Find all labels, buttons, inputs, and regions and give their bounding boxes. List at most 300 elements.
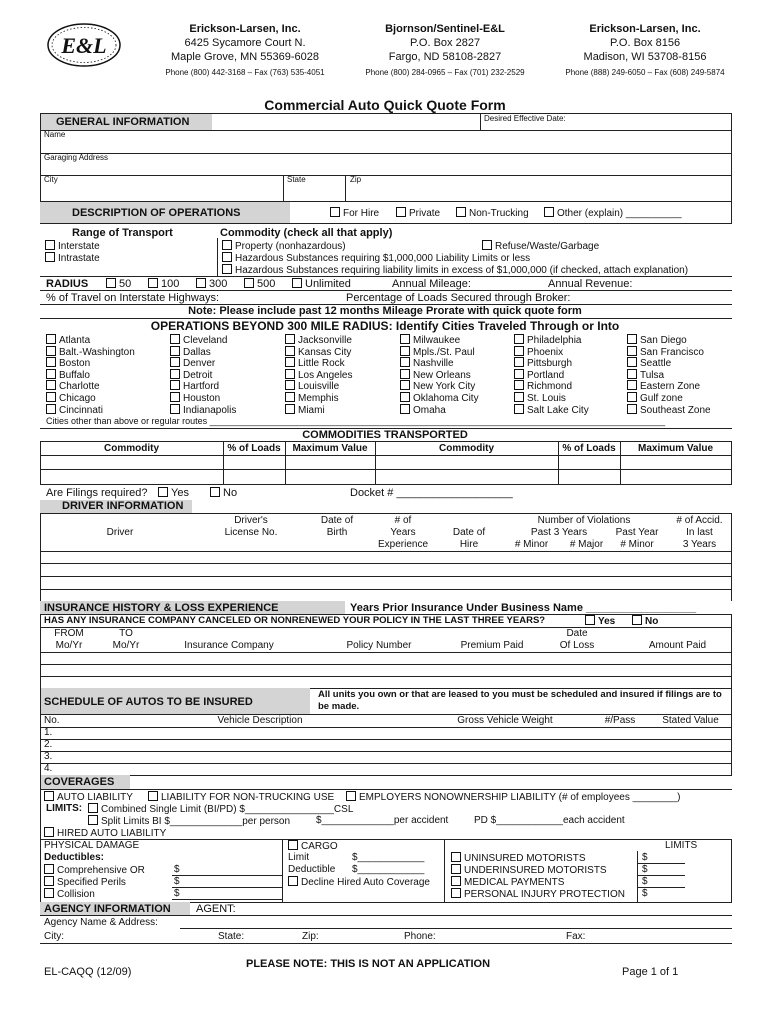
med-pay-label: MEDICAL PAYMENTS xyxy=(464,877,565,888)
for-hire-checkbox[interactable] xyxy=(330,207,379,220)
city-label: Eastern Zone xyxy=(640,381,701,393)
driver-heading: DRIVER INFORMATION xyxy=(62,500,184,512)
city-louisville[interactable] xyxy=(285,380,353,392)
checkbox-icon xyxy=(285,380,295,390)
agency-heading: AGENCY INFORMATION xyxy=(44,903,171,915)
med-pay-amount[interactable]: $ xyxy=(642,876,648,887)
checkbox-icon xyxy=(400,404,410,414)
violations-col: Number of Violations xyxy=(537,515,631,526)
checkbox-icon xyxy=(632,615,642,625)
collision-amount[interactable]: $ xyxy=(174,888,180,899)
city-salt-lake-city[interactable] xyxy=(514,404,589,416)
checkbox-icon xyxy=(627,404,637,414)
city-oklahoma-city[interactable] xyxy=(400,392,479,404)
from-col: FROM Mo/Yr xyxy=(54,628,84,651)
checkbox-icon xyxy=(514,404,524,414)
checkbox-icon xyxy=(514,380,524,390)
limits-label: LIMITS: xyxy=(46,803,83,814)
decline-hired-checkbox[interactable] xyxy=(288,876,430,889)
docket-field[interactable]: Docket # ___________________ xyxy=(350,487,513,499)
city-indianapolis[interactable] xyxy=(170,404,236,416)
city-label: New Orleans xyxy=(413,369,471,381)
checkbox-icon xyxy=(451,852,461,862)
city-tulsa[interactable] xyxy=(627,369,711,381)
checkbox-icon xyxy=(170,334,180,344)
commodity-col: Commodity xyxy=(104,443,159,454)
checkbox-icon xyxy=(288,876,298,886)
office-name: Bjornson/Sentinel-E&L xyxy=(385,23,505,35)
city-label: Portland xyxy=(527,369,565,381)
driver-col: Driver xyxy=(106,527,134,538)
mileage-prorate-note: Note: Please include past 12 months Mileage Prorate with quick quote form xyxy=(188,305,582,317)
checkbox-icon xyxy=(222,264,232,274)
checkbox-icon xyxy=(514,334,524,344)
city-los-angeles[interactable] xyxy=(285,369,353,381)
um-label: UNINSURED MOTORISTS xyxy=(464,853,586,864)
city-label: Pittsburgh xyxy=(527,358,573,370)
cargo-label: CARGO xyxy=(301,841,338,852)
gvw-col: Gross Vehicle Weight xyxy=(457,715,553,726)
city-label: Miami xyxy=(298,404,325,416)
city-label: Cincinnati xyxy=(59,404,103,416)
city-label: Boston xyxy=(59,358,91,370)
radius-300-label: 300 xyxy=(209,278,228,290)
city-label: Seattle xyxy=(640,358,672,370)
city-buffalo[interactable] xyxy=(46,369,135,381)
city-label: Omaha xyxy=(413,404,446,416)
agency-zip-label: Zip: xyxy=(302,931,319,942)
checkbox-icon xyxy=(627,357,637,367)
city-eastern-zone[interactable] xyxy=(627,380,711,392)
checkbox-icon xyxy=(46,392,56,402)
years-exp-col: # of Years Experience xyxy=(377,515,429,550)
cargo-limit-field[interactable]: $____________ xyxy=(352,852,425,863)
checkbox-icon xyxy=(46,334,56,344)
other-label: Other (explain) __________ xyxy=(557,208,682,219)
cargo-deductible-field[interactable]: $____________ xyxy=(352,864,425,875)
past-year-col: Past Year xyxy=(615,527,659,538)
city-label: Cleveland xyxy=(183,335,228,346)
agency-city-label: City: xyxy=(44,931,64,942)
other-checkbox[interactable] xyxy=(544,207,682,220)
city-boston[interactable] xyxy=(46,357,135,369)
zip-field[interactable] xyxy=(365,176,727,200)
to-col: TO Mo/Yr xyxy=(112,628,140,651)
agency-phone-label: Phone: xyxy=(404,931,436,942)
checkbox-icon xyxy=(482,240,492,250)
comprehensive-amount[interactable]: $ xyxy=(174,864,180,875)
city-label: Balt.-Washington xyxy=(59,346,135,358)
per-accident-field[interactable]: $_____________per accident xyxy=(316,815,449,826)
limits-header: LIMITS xyxy=(665,840,698,851)
checkbox-icon xyxy=(400,380,410,390)
city-charlotte[interactable] xyxy=(46,380,135,392)
split-limits-label: Split Limits BI $_____________per person xyxy=(101,816,291,827)
autos-note: All units you own or that are leased to you must be scheduled and insured if filings are to be made. xyxy=(318,689,722,712)
vehicle-description-col: Vehicle Description xyxy=(217,715,303,726)
range-heading: Range of Transport xyxy=(72,227,173,239)
office-1 xyxy=(150,22,340,78)
pip-checkbox[interactable] xyxy=(451,888,625,901)
company-logo xyxy=(46,22,122,68)
city-label: Kansas City xyxy=(298,346,352,358)
collision-label: Collision xyxy=(57,889,95,900)
city-label: Jacksonville xyxy=(298,335,352,346)
other-routes-field[interactable]: Cities other than above or regular routes ___________________________________________________________________________________________ xyxy=(46,416,666,426)
checkbox-icon xyxy=(514,346,524,356)
checkbox-icon xyxy=(46,346,56,356)
city-kansas-city[interactable] xyxy=(285,346,353,358)
checkbox-icon xyxy=(514,369,524,379)
annual-mileage-label: Annual Mileage: xyxy=(392,278,471,290)
max-value-col-2: Maximum Value xyxy=(637,443,714,454)
no-label: No xyxy=(223,487,238,499)
city-hartford[interactable] xyxy=(170,380,236,392)
checkbox-icon xyxy=(158,487,168,497)
dob-col: Date of Birth xyxy=(320,515,354,538)
city-cincinnati[interactable] xyxy=(46,404,135,416)
checkbox-icon xyxy=(170,392,180,402)
filings-label: Are Filings required? xyxy=(46,487,148,499)
city-portland[interactable] xyxy=(514,369,589,381)
checkbox-icon xyxy=(222,252,232,262)
city-omaha[interactable] xyxy=(400,404,479,416)
office-address: P.O. Box 8156 xyxy=(609,37,681,49)
office-name: Erickson-Larsen, Inc. xyxy=(189,23,301,35)
city-phoenix[interactable] xyxy=(514,346,589,358)
city-jacksonville[interactable] xyxy=(285,334,353,346)
checkbox-icon xyxy=(627,346,637,356)
logo-icon xyxy=(46,22,122,68)
auto-no-col: No. xyxy=(44,715,60,726)
city-label: Atlanta xyxy=(59,335,91,346)
radius-500[interactable] xyxy=(244,278,275,290)
past-3-years-col: Past 3 Years xyxy=(530,527,588,538)
svg-text:E&L: E&L xyxy=(61,33,107,58)
minor-col: # Minor xyxy=(514,539,549,550)
radius-label: RADIUS xyxy=(46,278,89,290)
city-richmond[interactable] xyxy=(514,380,589,392)
city-label: Buffalo xyxy=(59,369,90,381)
checkbox-icon xyxy=(170,346,180,356)
checkbox-icon xyxy=(514,392,524,402)
city-label: Philadelphia xyxy=(527,335,582,346)
auto-row-3[interactable]: 3. xyxy=(44,751,53,762)
city-field[interactable] xyxy=(70,176,280,200)
csl-label: Combined Single Limit (BI/PD) $________________CSL xyxy=(101,804,354,815)
checkbox-icon xyxy=(627,392,637,402)
agency-name-label: Agency Name & Address: xyxy=(44,917,158,928)
employers-nonownership-checkbox[interactable] xyxy=(346,791,680,804)
hired-auto-label: HIRED AUTO LIABILITY xyxy=(57,828,167,839)
hazardous-1m-label: Hazardous Substances requiring $1,000,000 Liability Limits or less xyxy=(235,253,531,264)
city-houston[interactable] xyxy=(170,392,236,404)
checkbox-icon xyxy=(44,876,54,886)
auto-liability-label: AUTO LIABILITY xyxy=(57,792,133,803)
pd-field[interactable]: PD $____________each accident xyxy=(474,815,625,826)
city-atlanta[interactable] xyxy=(46,334,135,346)
city-philadelphia[interactable] xyxy=(514,334,589,346)
city-seattle[interactable] xyxy=(627,357,711,369)
checkbox-icon xyxy=(285,392,295,402)
canceled-question: HAS ANY INSURANCE COMPANY CANCELED OR NONRENEWED YOUR POLICY IN THE LAST THREE YEARS? xyxy=(44,615,546,626)
city-label: San Francisco xyxy=(640,346,704,358)
city-label: Gulf zone xyxy=(640,392,683,404)
city-pittsburgh[interactable] xyxy=(514,357,589,369)
coverages-heading: COVERAGES xyxy=(44,776,115,788)
checkbox-icon xyxy=(451,876,461,886)
interstate-label: Interstate xyxy=(58,241,100,252)
checkbox-icon xyxy=(285,334,295,344)
filings-no-checkbox[interactable] xyxy=(210,487,237,499)
city-detroit[interactable] xyxy=(170,369,236,381)
checkbox-icon xyxy=(396,207,406,217)
checkbox-icon xyxy=(288,840,298,850)
city-nashville[interactable] xyxy=(400,357,479,369)
checkbox-icon xyxy=(46,369,56,379)
amount-paid-col: Amount Paid xyxy=(648,640,707,651)
office-city: Maple Grove, MN 55369-6028 xyxy=(171,51,319,63)
state-field[interactable] xyxy=(310,176,343,200)
garaging-field[interactable] xyxy=(120,154,727,175)
city-milwaukee[interactable] xyxy=(400,334,479,346)
effective-date-label: Desired Effective Date: xyxy=(484,114,566,123)
radius-500-label: 500 xyxy=(257,278,276,290)
checkbox-icon xyxy=(210,487,220,497)
broker-loads-label: Percentage of Loads Secured through Broker: xyxy=(346,292,571,304)
non-trucking-label: Non-Trucking xyxy=(469,208,529,219)
city-label: Oklahoma City xyxy=(413,392,479,404)
operations-heading: DESCRIPTION OF OPERATIONS xyxy=(72,207,241,219)
city-st-louis[interactable] xyxy=(514,392,589,404)
radius-unlimited-label: Unlimited xyxy=(305,278,351,290)
pip-amount[interactable]: $ xyxy=(642,888,648,899)
city-label: Southeast Zone xyxy=(640,404,711,416)
accidents-col: # of Accid. In last 3 Years xyxy=(676,515,723,550)
checkbox-icon xyxy=(400,334,410,344)
checkbox-icon xyxy=(170,357,180,367)
city-san-diego[interactable] xyxy=(627,334,711,346)
office-city: Fargo, ND 58108-2827 xyxy=(388,51,502,63)
employers-nonownership-label: EMPLOYERS NONOWNERSHIP LIABILITY (# of employees ________) xyxy=(359,792,681,803)
cities-column-2 xyxy=(170,334,236,415)
non-trucking-checkbox[interactable] xyxy=(456,207,529,220)
city-southeast-zone[interactable] xyxy=(627,404,711,416)
no-label: No xyxy=(645,616,659,627)
checkbox-icon xyxy=(106,278,116,288)
specified-perils-amount[interactable]: $ xyxy=(174,876,180,887)
office-phone: Phone (800) 442-3168 – Fax (763) 535-4051 xyxy=(165,68,325,77)
intrastate-checkbox[interactable] xyxy=(45,252,100,265)
cargo-limit-label: Limit xyxy=(288,852,310,863)
radius-100[interactable] xyxy=(148,278,179,290)
license-col: Driver's License No. xyxy=(224,515,278,538)
checkbox-icon xyxy=(292,278,302,288)
pct-loads-col: % of Loads xyxy=(227,443,281,454)
checkbox-icon xyxy=(44,864,54,874)
city-label: Chicago xyxy=(59,392,96,404)
office-phone: Phone (800) 284-0965 – Fax (701) 232-2529 xyxy=(365,68,525,77)
city-mpls-st-paul[interactable] xyxy=(400,346,479,358)
garaging-label: Garaging Address xyxy=(44,153,109,162)
city-label: New York City xyxy=(413,381,476,393)
property-label: Property (nonhazardous) xyxy=(235,241,346,252)
autos-heading: SCHEDULE OF AUTOS TO BE INSURED xyxy=(44,696,253,708)
office-2 xyxy=(350,22,540,78)
effective-date-field[interactable] xyxy=(560,114,728,128)
form-code: EL-CAQQ (12/09) xyxy=(44,966,132,978)
max-value-col: Maximum Value xyxy=(292,443,368,454)
name-field[interactable] xyxy=(72,131,727,153)
commodity-col-2: Commodity xyxy=(439,443,494,454)
radius-unlimited[interactable] xyxy=(292,278,351,290)
cargo-deductible-label: Deductible xyxy=(288,864,336,875)
agent-field[interactable] xyxy=(240,903,730,915)
cities-column-5 xyxy=(514,334,589,415)
city-label: Milwaukee xyxy=(413,335,461,346)
city-label: Louisville xyxy=(298,381,340,393)
office-name: Erickson-Larsen, Inc. xyxy=(589,23,701,35)
private-checkbox[interactable] xyxy=(396,207,440,220)
auto-row-4[interactable]: 4. xyxy=(44,763,53,774)
cities-column-1 xyxy=(46,334,135,415)
non-trucking-liability-label: LIABILITY FOR NON-TRUCKING USE xyxy=(161,792,335,803)
checkbox-icon xyxy=(45,240,55,250)
checkbox-icon xyxy=(170,380,180,390)
city-little-rock[interactable] xyxy=(285,357,353,369)
radius-50-label: 50 xyxy=(119,278,132,290)
city-label: Detroit xyxy=(183,369,213,381)
checkbox-icon xyxy=(148,791,158,801)
history-heading: INSURANCE HISTORY & LOSS EXPERIENCE xyxy=(44,602,279,614)
minor-past-year-col: # Minor xyxy=(620,539,654,550)
deductibles-label: Deductibles: xyxy=(44,852,105,863)
city-miami[interactable] xyxy=(285,404,353,416)
radius-50[interactable] xyxy=(106,278,131,290)
um-amount[interactable]: $ xyxy=(642,852,648,863)
uim-label: UNDERINSURED MOTORISTS xyxy=(464,865,607,876)
pct-loads-col-2: % of Loads xyxy=(562,443,616,454)
office-phone: Phone (888) 249-6050 – Fax (608) 249-5874 xyxy=(565,68,725,77)
physical-damage-label: PHYSICAL DAMAGE xyxy=(44,840,140,851)
city-balt-washington[interactable] xyxy=(46,346,135,358)
checkbox-icon xyxy=(170,404,180,414)
agent-label: AGENT: xyxy=(196,903,236,915)
yes-label: Yes xyxy=(598,616,616,627)
city-new-orleans[interactable] xyxy=(400,369,479,381)
checkbox-icon xyxy=(46,357,56,367)
collision-checkbox[interactable] xyxy=(44,888,95,901)
office-address: P.O. Box 2827 xyxy=(409,37,481,49)
checkbox-icon xyxy=(88,803,98,813)
intrastate-label: Intrastate xyxy=(58,253,100,264)
city-chicago[interactable] xyxy=(46,392,135,404)
auto-row-1[interactable]: 1. xyxy=(44,727,53,738)
insurance-company-col: Insurance Company xyxy=(184,640,274,651)
checkbox-icon xyxy=(285,357,295,367)
city-label: Little Rock xyxy=(298,358,345,370)
checkbox-icon xyxy=(451,888,461,898)
years-prior-field[interactable]: Years Prior Insurance Under Business Name __________________ xyxy=(350,602,697,614)
date-of-loss-col: Date Of Loss xyxy=(559,628,595,651)
checkbox-icon xyxy=(400,392,410,402)
city-label: San Diego xyxy=(640,335,687,346)
checkbox-icon xyxy=(44,888,54,898)
city-label: Denver xyxy=(183,358,216,370)
checkbox-icon xyxy=(544,207,554,217)
city-cleveland[interactable] xyxy=(170,334,236,346)
cities-column-4 xyxy=(400,334,479,415)
agency-state-label: State: xyxy=(218,931,245,942)
agency-name-field[interactable] xyxy=(180,916,730,928)
checkbox-icon xyxy=(46,404,56,414)
filings-yes-checkbox[interactable] xyxy=(158,487,189,499)
checkbox-icon xyxy=(196,278,206,288)
city-label: Charlotte xyxy=(59,381,100,393)
yes-label: Yes xyxy=(171,487,189,499)
city-label: Houston xyxy=(183,392,221,404)
specified-perils-label: Specified Perils xyxy=(57,877,126,888)
radius-100-label: 100 xyxy=(161,278,180,290)
premium-paid-col: Premium Paid xyxy=(460,640,524,651)
checkbox-icon xyxy=(627,369,637,379)
checkbox-icon xyxy=(285,404,295,414)
checkbox-icon xyxy=(88,815,98,825)
name-label: Name xyxy=(44,130,66,139)
decline-hired-label: Decline Hired Auto Coverage xyxy=(301,877,430,888)
not-an-application-note: PLEASE NOTE: THIS IS NOT AN APPLICATION xyxy=(246,958,491,970)
city-dallas[interactable] xyxy=(170,346,236,358)
commodities-heading: COMMODITIES TRANSPORTED xyxy=(302,429,468,441)
city-denver[interactable] xyxy=(170,357,236,369)
city-san-francisco[interactable] xyxy=(627,346,711,358)
city-label: Salt Lake City xyxy=(527,404,589,416)
checkbox-icon xyxy=(456,207,466,217)
checkbox-icon xyxy=(514,357,524,367)
pass-col: #/Pass xyxy=(604,715,636,726)
city-label: Dallas xyxy=(183,346,211,358)
checkbox-icon xyxy=(222,240,232,250)
major-col: # Major xyxy=(569,539,604,550)
cities-column-3 xyxy=(285,334,353,415)
office-city: Madison, WI 53708-8156 xyxy=(583,51,707,63)
beyond-300-heading: OPERATIONS BEYOND 300 MILE RADIUS: Identify Cities Traveled Through or Into xyxy=(150,319,620,333)
city-memphis[interactable] xyxy=(285,392,353,404)
checkbox-icon xyxy=(585,615,595,625)
city-gulf-zone[interactable] xyxy=(627,392,711,404)
uim-amount[interactable]: $ xyxy=(642,864,648,875)
hazardous-excess-label: Hazardous Substances requiring liability limits in excess of $1,000,000 (if checked, attach explanation) xyxy=(235,265,689,276)
auto-row-2[interactable]: 2. xyxy=(44,739,53,750)
city-label: Hartford xyxy=(183,381,220,393)
for-hire-label: For Hire xyxy=(343,208,380,219)
radius-300[interactable] xyxy=(196,278,227,290)
zip-label: Zip xyxy=(350,175,362,184)
interstate-travel-label: % of Travel on Interstate Highways: xyxy=(46,292,220,304)
page-number: Page 1 of 1 xyxy=(622,966,679,978)
city-new-york-city[interactable] xyxy=(400,380,479,392)
form-title: Commercial Auto Quick Quote Form xyxy=(264,97,506,113)
annual-revenue-label: Annual Revenue: xyxy=(548,278,633,290)
policy-number-col: Policy Number xyxy=(346,640,412,651)
city-label: City xyxy=(44,175,58,184)
checkbox-icon xyxy=(627,334,637,344)
checkbox-icon xyxy=(244,278,254,288)
general-heading: GENERAL INFORMATION xyxy=(56,116,190,128)
checkbox-icon xyxy=(400,357,410,367)
checkbox-icon xyxy=(44,791,54,801)
city-label: Memphis xyxy=(298,392,339,404)
